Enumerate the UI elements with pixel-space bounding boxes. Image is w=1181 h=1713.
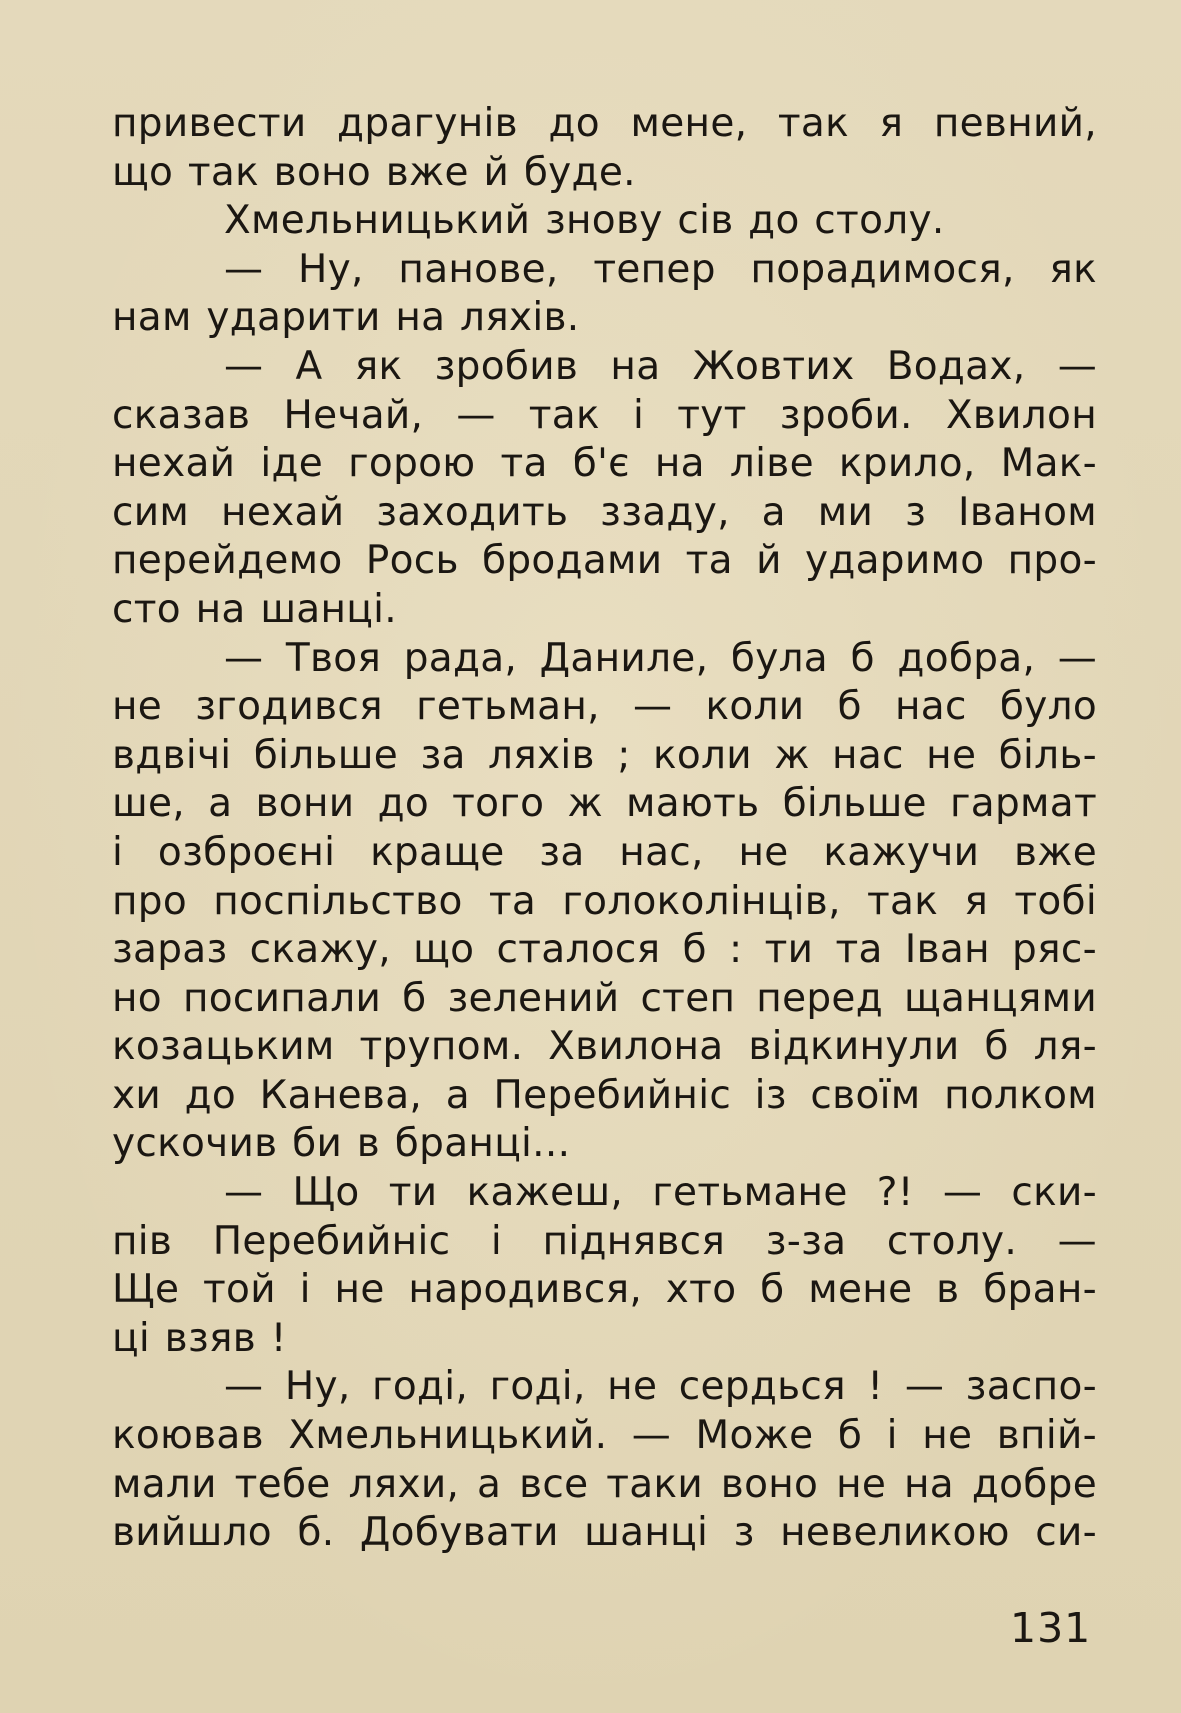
text-line: — Твоя рада, Даниле, була б добра, — <box>224 635 1097 681</box>
text-line: ці взяв ! <box>112 1315 287 1361</box>
text-line: козацьким трупом. Хвилона відкинули б ля- <box>112 1024 1097 1070</box>
text-line: нам ударити на ляхів. <box>112 295 580 341</box>
text-line: ускочив би в бранці... <box>112 1121 571 1167</box>
text-line: ше, а вони до того ж мають більше гармат <box>112 781 1097 827</box>
text-line: хи до Канева, а Перебийніс із своїм полком <box>112 1072 1097 1118</box>
text-line: привести драгунів до мене, так я певний, <box>112 101 1097 146</box>
text-line: перейдемо Рось бродами та й ударимо про- <box>112 538 1097 584</box>
text-line: сказав Нечай, — так і тут зроби. Хвилон <box>112 392 1097 438</box>
text-line: но посипали б зелений степ перед щанцями <box>112 975 1097 1021</box>
text-line: і озброєні краще за нас, не кажучи вже <box>112 829 1097 875</box>
page-text <box>112 100 1097 1558</box>
text-line: коював Хмельницький. — Може б і не впій- <box>112 1413 1097 1459</box>
text-line: сто на шанці. <box>112 586 397 632</box>
text-line: сим нехай заходить ззаду, а ми з Іваном <box>112 489 1097 535</box>
text-line: Ще той і не народився, хто б мене в бран- <box>112 1267 1097 1313</box>
page-number: 131 <box>1010 1604 1092 1652</box>
text-line: зараз скажу, що сталося б : ти та Іван ряс- <box>112 927 1097 973</box>
text-line: що так воно вже й буде. <box>112 149 636 195</box>
text-line: про поспільство та голоколінців, так я тобі <box>112 878 1097 924</box>
text-line: — Ну, годі, годі, не сердься ! — заспо- <box>224 1364 1097 1410</box>
text-line: пів Перебийніс і піднявся з-за столу. — <box>112 1218 1097 1264</box>
text-line: мали тебе ляхи, а все таки воно не на добре <box>112 1461 1097 1507</box>
text-line: — Ну, панове, тепер порадимося, як <box>224 246 1097 292</box>
text-line: — А як зробив на Жовтих Водах, — <box>224 343 1097 389</box>
text-line: вдвічі більше за ляхів ; коли ж нас не біль- <box>112 732 1097 778</box>
text-line: Хмельницький знову сів до столу. <box>224 198 945 244</box>
text-line: — Що ти кажеш, гетьмане ?! — ски- <box>224 1170 1097 1216</box>
text-line: нехай іде горою та б'є на ліве крило, Мак- <box>112 441 1097 487</box>
text-line: вийшло б. Добувати шанці з невеликою си- <box>112 1510 1097 1556</box>
text-line: не згодився гетьман, — коли б нас було <box>112 684 1097 730</box>
